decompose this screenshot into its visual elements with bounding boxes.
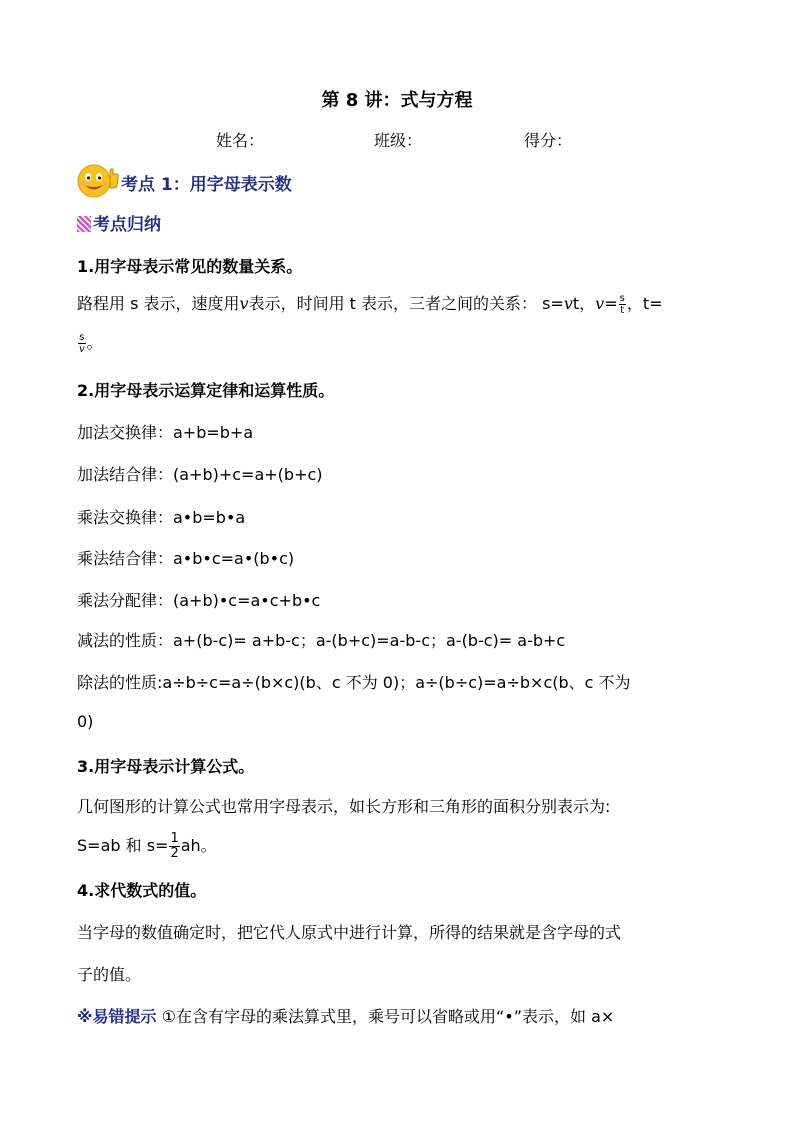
score-label: 得分： [524,131,573,150]
tip-paragraph [77,1004,614,1027]
paragraph-4-cont: 子的值。 [77,965,142,984]
half-num: 1 [170,831,179,846]
smiley-thumbs-up-icon [76,162,120,198]
fraction-s-over-t [619,293,626,316]
paragraph-4: 当字母的数值确定时，把它代人原式中进行计算，所得的结果就是含字母的式 [77,923,622,942]
p1-v: v [239,294,249,313]
paragraph-3: 几何图形的计算公式也常用字母表示，如长方形和三角形的面积分别表示为: [77,797,611,816]
law-division: 除法的性质:a÷b÷c=a÷(b×c)(b、c 不为 0)；a÷(b÷c)=a÷b×c(b、c 不为 [77,673,631,692]
law-distributive: 乘法分配律：(a+b)•c=a•c+b•c [77,591,321,610]
heading-4: 4.求代数式的值。 [77,881,207,900]
p1-v3: v [595,294,605,313]
p3-pre: S=ab 和 s= [77,836,169,855]
law-mul-commutative: 乘法交换律：a•b=b•a [77,508,246,527]
law-division-cont: 0) [77,712,94,731]
frac1-den: t [620,305,625,316]
paragraph-1-cont [77,330,103,355]
frac1-num: s [619,293,625,304]
heading-2: 2.用字母表示运算定律和运算性质。 [77,381,335,400]
frac2-den: v [79,344,85,355]
p1-text5: ，t= [626,294,663,313]
paragraph-3-formula [77,832,217,861]
law-add-commutative: 加法交换律：a+b=b+a [77,423,254,442]
p1-text2: 表示，时间用 t 表示，三者之间的关系： s= [248,294,564,313]
heading-3: 3.用字母表示计算公式。 [77,757,255,776]
law-subtraction: 减法的性质：a+(b-c)= a+b-c；a-(b+c)=a-b-c；a-(b-c)= a-b+c [77,631,566,650]
p1-text4: = [604,294,618,313]
half-den: 2 [170,846,179,861]
guina-heading [77,210,161,235]
class-label: 班级： [374,131,423,150]
p3-post: ah。 [180,836,217,855]
tip-label: ※易错提示 [77,1007,157,1026]
heading-1: 1.用字母表示常见的数量关系。 [77,257,303,276]
name-label: 姓名： [216,131,265,150]
tip-text: ①在含有字母的乘法算式里，乘号可以省略或用“•”表示，如 a× [156,1007,615,1026]
p1-v2: v [563,294,573,313]
p1-text: 路程用 s 表示，速度用 [77,294,240,313]
law-add-associative: 加法结合律：(a+b)+c=a+(b+c) [77,465,323,484]
p1-end: 。 [86,333,103,352]
paragraph-1 [77,291,663,316]
p1-text3: t， [572,294,596,313]
fraction-one-half [169,832,179,861]
page-title: 第 8 讲：式与方程 [321,90,473,111]
frac2-num: s [79,332,85,343]
fraction-s-over-v [78,332,86,355]
guina-text: 考点归纳 [93,215,161,235]
law-mul-associative: 乘法结合律：a•b•c=a•(b•c) [77,549,295,568]
shade-marker-icon [77,216,91,232]
kaodian-heading: 考点 1：用字母表示数 [121,175,292,195]
